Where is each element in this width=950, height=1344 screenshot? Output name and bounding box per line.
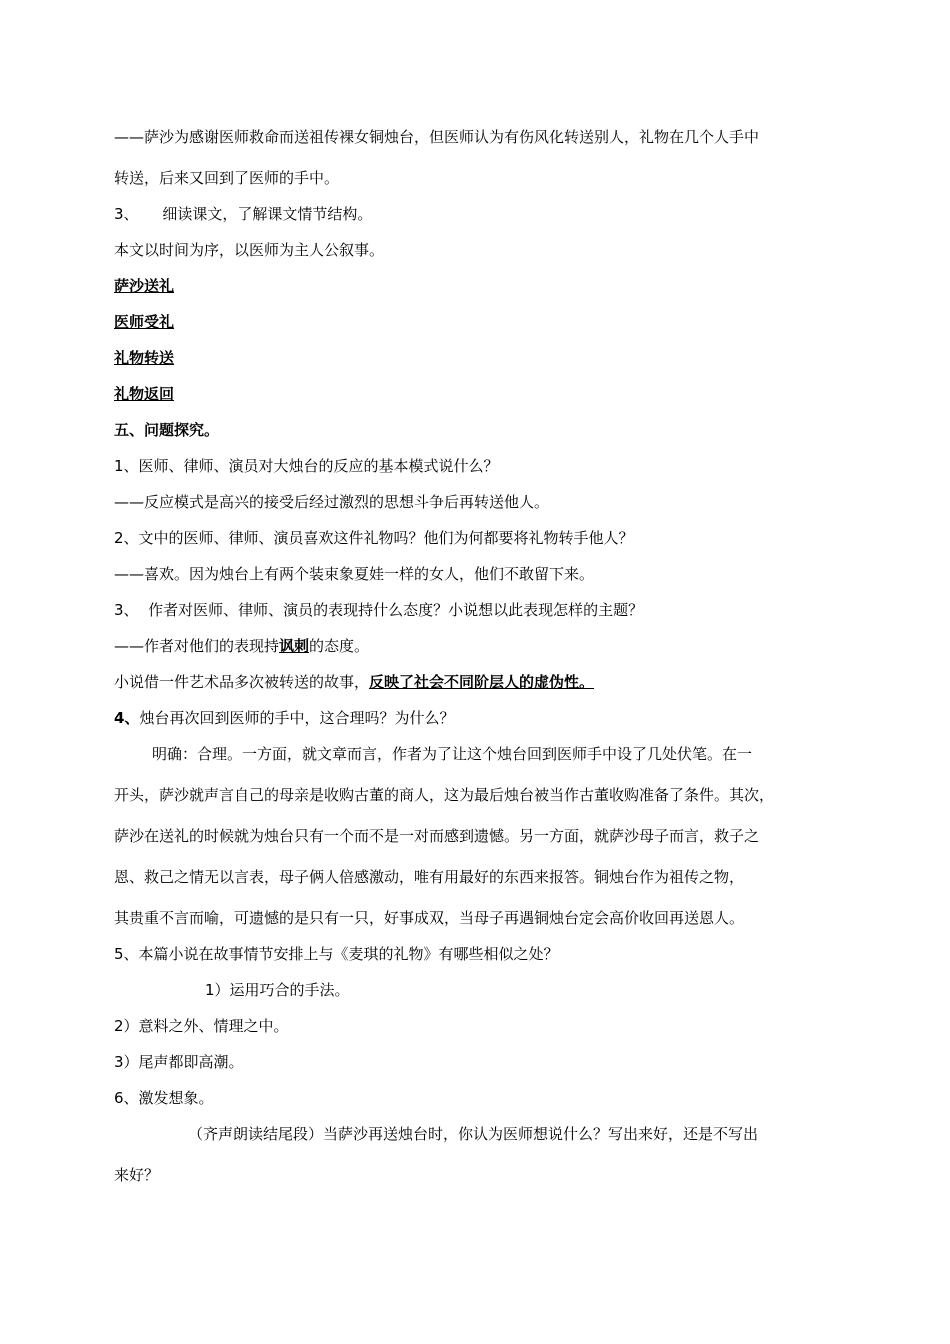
question-4-text: 烛台再次回到医师的手中，这合理吗？为什么？ bbox=[139, 709, 455, 727]
structure-part-2: 医师受礼 bbox=[114, 313, 175, 331]
question-4-number: 4、 bbox=[114, 709, 140, 727]
answer-5-point-1: 1）运用巧合的手法。 bbox=[205, 981, 350, 999]
theme-emphasis: 反映了社会不同阶层人的虚伪性。 bbox=[369, 673, 595, 691]
answer-3-line bbox=[114, 636, 369, 656]
answer-5-point-3: 3）尾声都即高潮。 bbox=[114, 1053, 244, 1071]
theme-line bbox=[114, 672, 594, 692]
answer-2: ——喜欢。因为烛台上有两个装束象夏娃一样的女人，他们不敢留下来。 bbox=[114, 565, 595, 583]
question-4 bbox=[114, 708, 454, 728]
answer-4-line-5: 其贵重不言而喻，可遗憾的是只有一只，好事成双，当母子再遇铜烛台定会高价收回再送恩人。 bbox=[114, 909, 745, 927]
structure-part-3: 礼物转送 bbox=[114, 349, 175, 367]
structure-part-1: 萨沙送礼 bbox=[114, 277, 175, 295]
answer-4-line-1: 明确：合理。一方面，就文章而言，作者为了让这个烛台回到医师手中设了几处伏笔。在一 bbox=[152, 745, 753, 763]
question-5: 5、本篇小说在故事情节安排上与《麦琪的礼物》有哪些相似之处？ bbox=[114, 945, 559, 963]
answer-3-prefix: ——作者对他们的表现持 bbox=[114, 637, 280, 655]
structure-part-4: 礼物返回 bbox=[114, 385, 175, 403]
section-five-heading: 五、问题探究。 bbox=[114, 421, 220, 439]
paragraph-summary-line-2: 转送，后来又回到了医师的手中。 bbox=[114, 169, 340, 187]
item-6-prompt-line-1: （齐声朗读结尾段）当萨沙再送烛台时，你认为医师想说什么？写出来好，还是不写出 bbox=[188, 1125, 759, 1143]
item-6-prompt-line-2: 来好？ bbox=[114, 1166, 160, 1184]
answer-4-line-2: 开头，萨沙就声言自己的母亲是收购古董的商人，这为最后烛台被当作古董收购准备了条件。其次， bbox=[114, 786, 775, 804]
question-3: 3、 作者对医师、律师、演员的表现持什么态度？小说想以此表现怎样的主题？ bbox=[114, 601, 644, 619]
question-1: 1、医师、律师、演员对大烛台的反应的基本模式说什么？ bbox=[114, 457, 499, 475]
answer-4-line-4: 恩、救己之情无以言表，母子俩人倍感激动，唯有用最好的东西来报答。铜烛台作为祖传之物， bbox=[114, 868, 745, 886]
item-6-heading: 6、激发想象。 bbox=[114, 1089, 214, 1107]
structure-intro: 本文以时间为序，以医师为主人公叙事。 bbox=[114, 241, 385, 259]
answer-4-line-3: 萨沙在送礼的时候就为烛台只有一个而不是一对而感到遗憾。另一方面，就萨沙母子而言，救子之 bbox=[114, 827, 760, 845]
answer-3-suffix: 的态度。 bbox=[309, 637, 370, 655]
theme-prefix: 小说借一件艺术品多次被转送的故事， bbox=[114, 673, 370, 691]
paragraph-summary-line-1: ——萨沙为感谢医师救命而送祖传裸女铜烛台，但医师认为有伤风化转送别人，礼物在几个人手中 bbox=[114, 128, 760, 146]
answer-1: ——反应模式是高兴的接受后经过激烈的思想斗争后再转送他人。 bbox=[114, 493, 550, 511]
answer-5-point-2: 2）意料之外、情理之中。 bbox=[114, 1017, 289, 1035]
answer-3-keyword: 讽刺 bbox=[279, 637, 310, 655]
item-3-heading: 3、 细读课文，了解课文情节结构。 bbox=[114, 205, 373, 223]
question-2: 2、文中的医师、律师、演员喜欢这件礼物吗？他们为何都要将礼物转手他人？ bbox=[114, 529, 634, 547]
